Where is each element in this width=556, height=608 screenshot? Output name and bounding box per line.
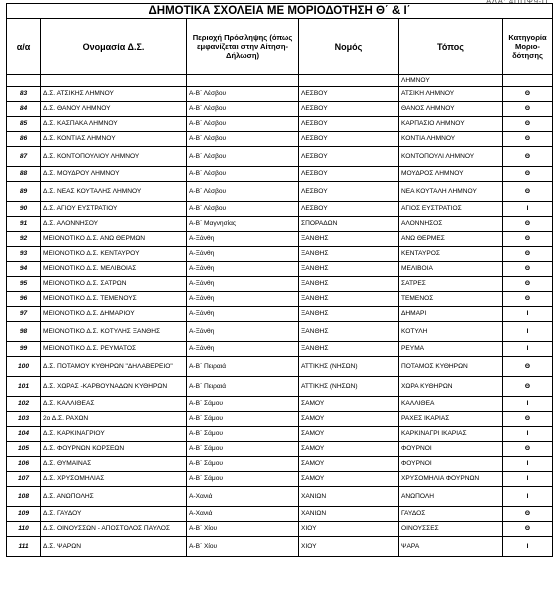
nomos: ΧΑΝΙΩΝ	[299, 487, 399, 507]
table-row	[7, 247, 553, 262]
table-row	[7, 292, 553, 307]
category: Θ	[503, 412, 553, 427]
row-number: 93	[7, 247, 41, 262]
recruitment-region: Α-Β΄ Λέσβου	[187, 147, 299, 167]
table-row	[7, 457, 553, 472]
row-number: 99	[7, 342, 41, 357]
category: Θ	[503, 292, 553, 307]
nomos: ΛΕΣΒΟΥ	[299, 167, 399, 182]
topos: ΚΑΛΛΙΘΕΑ	[399, 397, 503, 412]
table-row	[7, 132, 553, 147]
topos: ΚΕΝΤΑΥΡΟΣ	[399, 247, 503, 262]
topos: ΚΟΝΤΟΠΟΥΛΙ ΛΗΜΝΟΥ	[399, 147, 503, 167]
row-number: 98	[7, 322, 41, 342]
category: Θ	[503, 147, 553, 167]
nomos: ΣΑΜΟΥ	[299, 427, 399, 442]
recruitment-region: Α-Ξάνθη	[187, 342, 299, 357]
school-name: ΜΕΙΟΝΟΤΙΚΟ Δ.Σ. ΔΗΜΑΡΙΟΥ	[41, 307, 187, 322]
school-name: Δ.Σ. ΚΑΡΚΙΝΑΓΡΙΟΥ	[41, 427, 187, 442]
nomos: ΛΕΣΒΟΥ	[299, 117, 399, 132]
table-row	[7, 377, 553, 397]
nomos: ΛΕΣΒΟΥ	[299, 132, 399, 147]
document-sheet	[6, 3, 552, 557]
recruitment-region: Α-Ξάνθη	[187, 292, 299, 307]
school-name: ΜΕΙΟΝΟΤΙΚΟ Δ.Σ. ΑΝΩ ΘΕΡΜΩΝ	[41, 232, 187, 247]
table-row	[7, 472, 553, 487]
nomos: ΑΤΤΙΚΗΣ (ΝΗΣΩΝ)	[299, 377, 399, 397]
category: Ι	[503, 322, 553, 342]
header-note: ΑΔΑ: 4ΠΠΨ9-Π	[485, 0, 548, 6]
table-row	[7, 307, 553, 322]
topos: ΦΟΥΡΝΟΙ	[399, 457, 503, 472]
school-name: 2ο Δ.Σ. ΡΑΧΩΝ	[41, 412, 187, 427]
category: Ι	[503, 307, 553, 322]
nomos: ΑΤΤΙΚΗΣ (ΝΗΣΩΝ)	[299, 357, 399, 377]
topos: ΛΗΜΝΟΥ	[399, 75, 503, 87]
topos: ΚΟΝΤΙΑ ΛΗΜΝΟΥ	[399, 132, 503, 147]
topos: ΜΕΛΙΒΟΙΑ	[399, 262, 503, 277]
recruitment-region: Α-Β΄ Λέσβου	[187, 87, 299, 102]
column-header-category: Κατηγορία Μοριο-δότησης	[503, 19, 553, 75]
nomos: ΞΑΝΘΗΣ	[299, 307, 399, 322]
topos: ΔΗΜΑΡΙ	[399, 307, 503, 322]
row-number: 111	[7, 537, 41, 557]
school-name: ΜΕΙΟΝΟΤΙΚΟ Δ.Σ. ΚΟΤΥΛΗΣ ΞΑΝΘΗΣ	[41, 322, 187, 342]
table-row	[7, 427, 553, 442]
table-row	[7, 487, 553, 507]
nomos: ΣΑΜΟΥ	[299, 412, 399, 427]
row-number	[7, 75, 41, 87]
recruitment-region: Α-Β΄ Σάμου	[187, 457, 299, 472]
recruitment-region: Α-Β΄ Σάμου	[187, 397, 299, 412]
table-row	[7, 167, 553, 182]
row-number: 96	[7, 292, 41, 307]
category: Θ	[503, 132, 553, 147]
recruitment-region: Α-Β΄ Πειραιά	[187, 357, 299, 377]
topos: ΑΛΟΝΝΗΣΟΣ	[399, 217, 503, 232]
row-number: 100	[7, 357, 41, 377]
nomos: ΞΑΝΘΗΣ	[299, 342, 399, 357]
topos: ΠΟΤΑΜΟΣ ΚΥΘΗΡΩΝ	[399, 357, 503, 377]
table-row	[7, 522, 553, 537]
recruitment-region: Α-Β΄ Σάμου	[187, 442, 299, 457]
row-number: 94	[7, 262, 41, 277]
row-number: 89	[7, 182, 41, 202]
nomos: ΞΑΝΘΗΣ	[299, 247, 399, 262]
topos: ΟΙΝΟΥΣΣΕΣ	[399, 522, 503, 537]
recruitment-region: Α-Ξάνθη	[187, 322, 299, 342]
topos: ΑΤΣΙΚΗ ΛΗΜΝΟΥ	[399, 87, 503, 102]
recruitment-region: Α-Β΄ Πειραιά	[187, 377, 299, 397]
category: Θ	[503, 277, 553, 292]
category: Θ	[503, 377, 553, 397]
topos: ΚΟΤΥΛΗ	[399, 322, 503, 342]
row-number: 83	[7, 87, 41, 102]
row-number: 95	[7, 277, 41, 292]
topos: ΧΩΡΑ ΚΥΘΗΡΩΝ	[399, 377, 503, 397]
topos: ΝΕΑ ΚΟΥΤΑΛΗ ΛΗΜΝΟΥ	[399, 182, 503, 202]
column-header-nomos: Νομός	[299, 19, 399, 75]
school-name: ΜΕΙΟΝΟΤΙΚΟ Δ.Σ. ΡΕΥΜΑΤΟΣ	[41, 342, 187, 357]
school-name: Δ.Σ. ΘΥΜΑΙΝΑΣ	[41, 457, 187, 472]
table-row	[7, 147, 553, 167]
school-name: Δ.Σ. ΑΛΟΝΝΗΣΟΥ	[41, 217, 187, 232]
school-name: Δ.Σ. ΑΤΣΙΚΗΣ ΛΗΜΝΟΥ	[41, 87, 187, 102]
table-row	[7, 75, 553, 87]
school-name: Δ.Σ. ΟΙΝΟΥΣΣΩΝ - ΑΠΟΣΤΟΛΟΣ ΠΑΥΛΟΣ	[41, 522, 187, 537]
school-name: Δ.Σ. ΦΟΥΡΝΩΝ ΚΟΡΣΕΩΝ	[41, 442, 187, 457]
nomos: ΞΑΝΘΗΣ	[299, 292, 399, 307]
nomos: ΣΑΜΟΥ	[299, 397, 399, 412]
recruitment-region: Α-Β΄ Χίου	[187, 537, 299, 557]
school-name: Δ.Σ. ΜΟΥΔΡΟΥ ΛΗΜΝΟΥ	[41, 167, 187, 182]
nomos	[299, 75, 399, 87]
topos: ΨΑΡΑ	[399, 537, 503, 557]
row-number: 105	[7, 442, 41, 457]
category: Θ	[503, 262, 553, 277]
recruitment-region: Α-Β΄ Χίου	[187, 522, 299, 537]
category: Θ	[503, 182, 553, 202]
category: Ι	[503, 457, 553, 472]
recruitment-region: Α-Χανιά	[187, 487, 299, 507]
category: Ι	[503, 397, 553, 412]
nomos: ΞΑΝΘΗΣ	[299, 322, 399, 342]
school-name: Δ.Σ. ΧΡΥΣΟΜΗΛΙΑΣ	[41, 472, 187, 487]
school-name: Δ.Σ. ΧΩΡΑΣ -ΚΑΡΒΟΥΝΑΔΩΝ ΚΥΘΗΡΩΝ	[41, 377, 187, 397]
nomos: ΞΑΝΘΗΣ	[299, 277, 399, 292]
recruitment-region: Α-Ξάνθη	[187, 277, 299, 292]
category: Θ	[503, 507, 553, 522]
row-number: 87	[7, 147, 41, 167]
school-name: Δ.Σ. ΝΕΑΣ ΚΟΥΤΑΛΗΣ ΛΗΜΝΟΥ	[41, 182, 187, 202]
table-body	[7, 75, 553, 557]
row-number: 103	[7, 412, 41, 427]
row-number: 101	[7, 377, 41, 397]
recruitment-region: Α-Β΄ Σάμου	[187, 412, 299, 427]
topos: ΣΑΤΡΕΣ	[399, 277, 503, 292]
schools-table	[6, 3, 553, 557]
school-name	[41, 75, 187, 87]
recruitment-region: Α-Β΄ Λέσβου	[187, 132, 299, 147]
row-number: 109	[7, 507, 41, 522]
category: Θ	[503, 167, 553, 182]
row-number: 90	[7, 202, 41, 217]
table-row	[7, 537, 553, 557]
recruitment-region: Α-Β΄ Μαγνησίας	[187, 217, 299, 232]
nomos: ΛΕΣΒΟΥ	[299, 147, 399, 167]
column-header-aa: α/α	[7, 19, 41, 75]
recruitment-region	[187, 75, 299, 87]
recruitment-region: Α-Β΄ Λέσβου	[187, 117, 299, 132]
school-name: Δ.Σ. ΑΓΙΟΥ ΕΥΣΤΡΑΤΙΟΥ	[41, 202, 187, 217]
nomos: ΧΙΟΥ	[299, 537, 399, 557]
recruitment-region: Α-Ξάνθη	[187, 247, 299, 262]
column-header-region: Περιοχή Πρόσληψης (όπως εμφανίζεται στην Αίτηση-Δήλωση)	[187, 19, 299, 75]
topos: ΘΑΝΟΣ ΛΗΜΝΟΥ	[399, 102, 503, 117]
school-name: Δ.Σ. ΨΑΡΩΝ	[41, 537, 187, 557]
recruitment-region: Α-Β΄ Λέσβου	[187, 102, 299, 117]
row-number: 88	[7, 167, 41, 182]
category: Θ	[503, 357, 553, 377]
school-name: Δ.Σ. ΚΑΣΠΑΚΑ ΛΗΜΝΟΥ	[41, 117, 187, 132]
topos: ΤΕΜΕΝΟΣ	[399, 292, 503, 307]
row-number: 91	[7, 217, 41, 232]
row-number: 92	[7, 232, 41, 247]
row-number: 104	[7, 427, 41, 442]
category: Θ	[503, 247, 553, 262]
row-number: 84	[7, 102, 41, 117]
school-name: Δ.Σ. ΠΟΤΑΜΟΥ ΚΥΘΗΡΩΝ "ΔΗΛΑΒΕΡΕΙΟ"	[41, 357, 187, 377]
table-row	[7, 232, 553, 247]
school-name: Δ.Σ. ΚΑΛΛΙΘΕΑΣ	[41, 397, 187, 412]
topos: ΑΝΩΠΟΛΗ	[399, 487, 503, 507]
nomos: ΧΑΝΙΩΝ	[299, 507, 399, 522]
table-row	[7, 102, 553, 117]
recruitment-region: Α-Β΄ Λέσβου	[187, 167, 299, 182]
nomos: ΣΑΜΟΥ	[299, 442, 399, 457]
nomos: ΞΑΝΘΗΣ	[299, 232, 399, 247]
category	[503, 75, 553, 87]
category: Θ	[503, 442, 553, 457]
table-row	[7, 397, 553, 412]
table-row	[7, 182, 553, 202]
table-row	[7, 442, 553, 457]
nomos: ΣΑΜΟΥ	[299, 457, 399, 472]
school-name: ΜΕΙΟΝΟΤΙΚΟ Δ.Σ. ΚΕΝΤΑΥΡΟΥ	[41, 247, 187, 262]
nomos: ΛΕΣΒΟΥ	[299, 182, 399, 202]
category: Θ	[503, 102, 553, 117]
topos: ΡΑΧΕΣ ΙΚΑΡΙΑΣ	[399, 412, 503, 427]
category: Ι	[503, 202, 553, 217]
recruitment-region: Α-Β΄ Λέσβου	[187, 182, 299, 202]
recruitment-region: Α-Β΄ Σάμου	[187, 427, 299, 442]
category: Θ	[503, 117, 553, 132]
topos: ΚΑΡΚΙΝΑΓΡΙ ΙΚΑΡΙΑΣ	[399, 427, 503, 442]
category: Θ	[503, 87, 553, 102]
table-row	[7, 87, 553, 102]
recruitment-region: Α-Ξάνθη	[187, 262, 299, 277]
category: Θ	[503, 522, 553, 537]
topos: ΓΑΥΔΟΣ	[399, 507, 503, 522]
row-number: 110	[7, 522, 41, 537]
school-name: ΜΕΙΟΝΟΤΙΚΟ Δ.Σ. ΜΕΛΙΒΟΙΑΣ	[41, 262, 187, 277]
table-row	[7, 202, 553, 217]
recruitment-region: Α-Χανιά	[187, 507, 299, 522]
row-number: 106	[7, 457, 41, 472]
table-row	[7, 322, 553, 342]
table-row	[7, 507, 553, 522]
category: Ι	[503, 427, 553, 442]
category: Ι	[503, 487, 553, 507]
topos: ΑΓΙΟΣ ΕΥΣΤΡΑΤΙΟΣ	[399, 202, 503, 217]
table-row	[7, 342, 553, 357]
school-name: Δ.Σ. ΘΑΝΟΥ ΛΗΜΝΟΥ	[41, 102, 187, 117]
topos: ΦΟΥΡΝΟΙ	[399, 442, 503, 457]
row-number: 97	[7, 307, 41, 322]
topos: ΚΑΡΠΑΣΙΟ ΛΗΜΝΟΥ	[399, 117, 503, 132]
recruitment-region: Α-Β΄ Λέσβου	[187, 202, 299, 217]
recruitment-region: Α-Ξάνθη	[187, 232, 299, 247]
topos: ΜΟΥΔΡΟΣ ΛΗΜΝΟΥ	[399, 167, 503, 182]
table-row	[7, 217, 553, 232]
recruitment-region: Α-Β΄ Σάμου	[187, 472, 299, 487]
category: Ι	[503, 342, 553, 357]
table-title: ΔΗΜΟΤΙΚΑ ΣΧΟΛΕΙΑ ΜΕ ΜΟΡΙΟΔΟΤΗΣΗ Θ΄ & Ι΄	[7, 4, 553, 19]
row-number: 108	[7, 487, 41, 507]
nomos: ΛΕΣΒΟΥ	[299, 87, 399, 102]
table-row	[7, 277, 553, 292]
row-number: 86	[7, 132, 41, 147]
nomos: ΛΕΣΒΟΥ	[299, 102, 399, 117]
row-number: 85	[7, 117, 41, 132]
nomos: ΞΑΝΘΗΣ	[299, 262, 399, 277]
school-name: ΜΕΙΟΝΟΤΙΚΟ Δ.Σ. ΣΑΤΡΩΝ	[41, 277, 187, 292]
row-number: 102	[7, 397, 41, 412]
table-row	[7, 412, 553, 427]
nomos: ΧΙΟΥ	[299, 522, 399, 537]
category: Ι	[503, 472, 553, 487]
topos: ΧΡΥΣΟΜΗΛΙΑ ΦΟΥΡΝΩΝ	[399, 472, 503, 487]
school-name: Δ.Σ. ΚΟΝΤΟΠΟΥΛΙΟΥ ΛΗΜΝΟΥ	[41, 147, 187, 167]
column-header-topos: Τόπος	[399, 19, 503, 75]
school-name: Δ.Σ. ΓΑΥΔΟΥ	[41, 507, 187, 522]
category: Ι	[503, 537, 553, 557]
table-row	[7, 357, 553, 377]
table-row	[7, 117, 553, 132]
nomos: ΣΠΟΡΑΔΩΝ	[299, 217, 399, 232]
category: Θ	[503, 217, 553, 232]
school-name: Δ.Σ. ΚΟΝΤΙΑΣ ΛΗΜΝΟΥ	[41, 132, 187, 147]
column-header-name: Ονομασία Δ.Σ.	[41, 19, 187, 75]
topos: ΑΝΩ ΘΕΡΜΕΣ	[399, 232, 503, 247]
table-row	[7, 262, 553, 277]
category: Θ	[503, 232, 553, 247]
recruitment-region: Α-Ξάνθη	[187, 307, 299, 322]
nomos: ΛΕΣΒΟΥ	[299, 202, 399, 217]
nomos: ΣΑΜΟΥ	[299, 472, 399, 487]
school-name: ΜΕΙΟΝΟΤΙΚΟ Δ.Σ. ΤΕΜΕΝΟΥΣ	[41, 292, 187, 307]
row-number: 107	[7, 472, 41, 487]
school-name: Δ.Σ. ΑΝΩΠΟΛΗΣ	[41, 487, 187, 507]
topos: ΡΕΥΜΑ	[399, 342, 503, 357]
